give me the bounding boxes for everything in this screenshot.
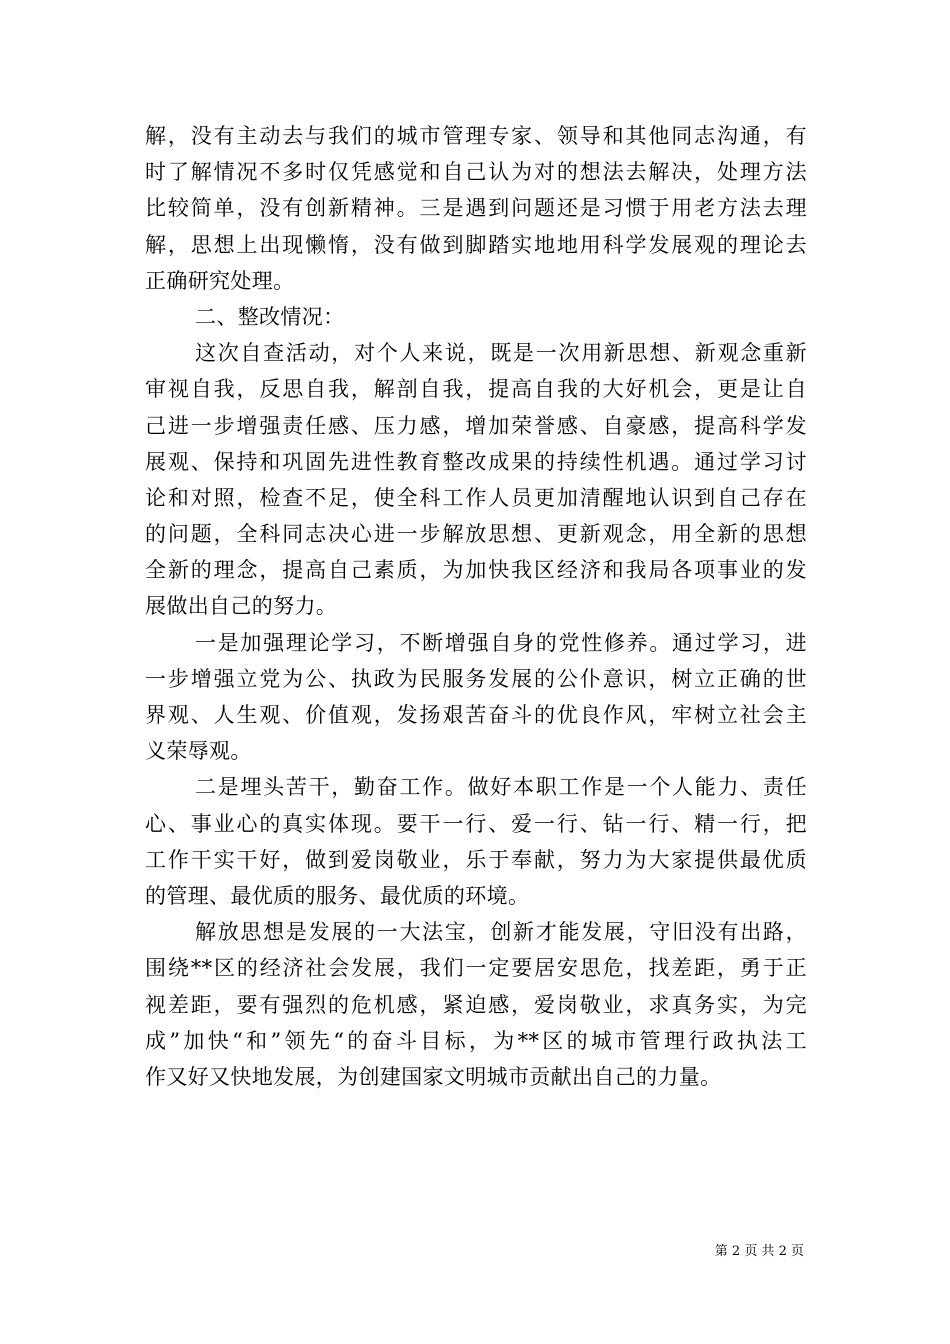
text-line: 心、事业心的真实体现。要干一行、爱一行、钻一行、精一行，把	[145, 811, 807, 836]
text-line: 展做出自己的努力。	[145, 594, 338, 619]
body-text	[145, 118, 807, 1095]
text-line: 二是埋头苦干，勤奋工作。做好本职工作是一个人能力、责任	[195, 775, 807, 800]
text-line: 解，思想上出现懒惰，没有做到脚踏实地地用科学发展观的理论去	[145, 232, 807, 257]
text-line: 的问题，全科同志决心进一步解放思想、更新观念，用全新的思想	[145, 522, 807, 547]
text-line: 正确研究处理。	[145, 268, 295, 293]
text-line: 界观、人生观、价值观，发扬艰苦奋斗的优良作风，牢树立社会主	[145, 703, 807, 727]
text-line: 的管理、最优质的服务、最优质的环境。	[145, 883, 530, 908]
text-line: 视差距，要有强烈的危机感，紧迫感，爱岗敬业，求真务实，为完	[145, 992, 807, 1017]
text-line: 比较简单，没有创新精神。三是遇到问题还是习惯于用老方法去理	[145, 196, 807, 221]
text-line: 围绕**区的经济社会发展，我们一定要居安思危，找差距，勇于正	[145, 956, 807, 981]
text-line: 论和对照，检查不足，使全科工作人员更加清醒地认识到自己存在	[145, 485, 807, 510]
text-line: 解放思想是发展的一大法宝，创新才能发展，守旧没有出路，	[195, 920, 807, 945]
text-line: 这次自查活动，对个人来说，既是一次用新思想、新观念重新	[195, 341, 807, 366]
text-line: 二、整改情况：	[195, 304, 345, 329]
text-line: 展观、保持和巩固先进性教育整改成果的持续性机遇。通过学习讨	[145, 449, 807, 474]
page-number: 第 2 页 共 2 页	[714, 1244, 804, 1259]
text-line: 己进一步增强责任感、压力感，增加荣誉感、自豪感，提高科学发	[145, 413, 807, 438]
text-line: 审视自我，反思自我，解剖自我，提高自我的大好机会，更是让自	[145, 377, 807, 402]
text-line: 义荣辱观。	[145, 739, 252, 764]
text-line: 作又好又快地发展，为创建国家文明城市贡献出自己的力量。	[145, 1064, 722, 1089]
text-line: 时了解情况不多时仅凭感觉和自己认为对的想法去解决，处理方法	[145, 160, 807, 185]
text-line: 成”加快“和”领先“的奋斗目标，为**区的城市管理行政执法工	[145, 1028, 807, 1053]
text-line: 全新的理念，提高自己素质，为加快我区经济和我局各项事业的发	[145, 558, 807, 583]
text-line: 解，没有主动去与我们的城市管理专家、领导和其他同志沟通，有	[145, 124, 807, 148]
text-line: 工作干实干好，做到爱岗敬业，乐于奉献，努力为大家提供最优质	[145, 847, 807, 872]
text-line: 一是加强理论学习，不断增强自身的党性修养。通过学习，进	[195, 630, 807, 655]
text-line: 一步增强立党为公、执政为民服务发展的公仆意识，树立正确的世	[145, 666, 807, 691]
